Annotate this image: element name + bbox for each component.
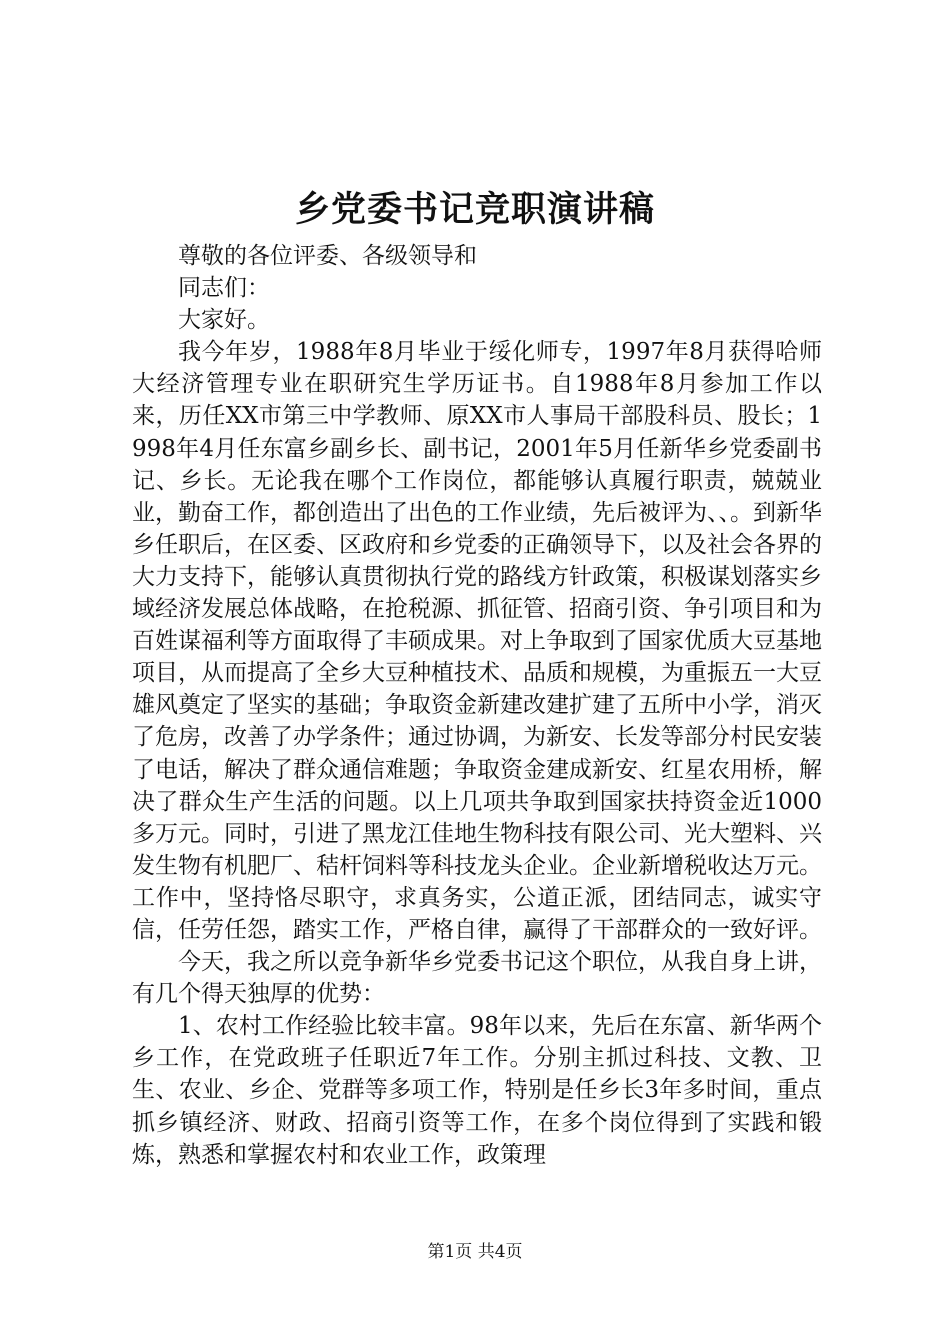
page-number-footer: 第1页 共4页	[427, 1242, 523, 1262]
greeting-line: 大家好。	[178, 307, 270, 334]
salutation-line-1: 尊敬的各位评委、各级领导和	[178, 243, 477, 269]
paragraph-background: 我今年岁，1988年8月毕业于绥化师专，1997年8月获得哈师大经济管理专业在职研究生学历证书。自1988年8月参加工作以来，历任XX市第三中学教师、原XX市人事局干部股科员、股长；1998年4月任东富乡副乡长、副书记，2001年5月任新华乡党委副书记、乡长。无论我在哪个工作岗位，都能够认真履行职责，兢兢业业，勤奋工作，都创造出了出色的工作业绩，先后被评为、、。到新华乡任职后，在区委、区政府和乡党委的正确领导下，以及社会各界的大力支持下，能够认真贯彻执行党的路线方针政策，积极谋划落实乡域经济发展总体战略，在抢税源、抓征管、招商引资、争引项目和为百姓谋福利等方面取得了丰硕成果。对上争取到了国家优质大豆基地项目，从而提高了全乡大豆种植技术、品质和规模，为重振五一大豆雄风奠定了坚实的基础；争取资金新建改建扩建了五所中小学，消灭了危房，改善了办学条件；通过协调，为新安、长发等部分村民安装了电话，解决了群众通信难题；争取资金建成新安、红星农用桥，解决了群众生产生活的问题。以上几项共争取到国家扶持资金近1000多万元。同时，引进了黑龙江佳地生物科技有限公司、光大塑料、兴发生物有机肥厂、秸杆饲料等科技龙头企业。企业新增税收达万元。工作中，坚持恪尽职守，求真务实，公道正派，团结同志，诚实守信，任劳任怨，踏实工作，严格自律，赢得了干部群众的一致好评。	[132, 339, 822, 943]
document-title: 乡党委书记竞职演讲稿	[294, 189, 655, 230]
paragraph-advantage-1: 1、农村工作经验比较丰富。98年以来，先后在东富、新华两个乡工作，在党政班子任职近7年工作。分别主抓过科技、文教、卫生、农业、乡企、党群等多项工作，特别是任乡长3年多时间，重点抓乡镇经济、财政、招商引资等工作，在多个岗位得到了实践和锻炼，熟悉和掌握农村和农业工作，政策理	[132, 1013, 822, 1168]
paragraph-motivation: 今天，我之所以竞争新华乡党委书记这个职位，从我自身上讲，有几个得天独厚的优势：	[132, 949, 822, 1008]
document-body	[132, 240, 822, 1171]
salutation-line-2: 同志们：	[178, 275, 270, 302]
